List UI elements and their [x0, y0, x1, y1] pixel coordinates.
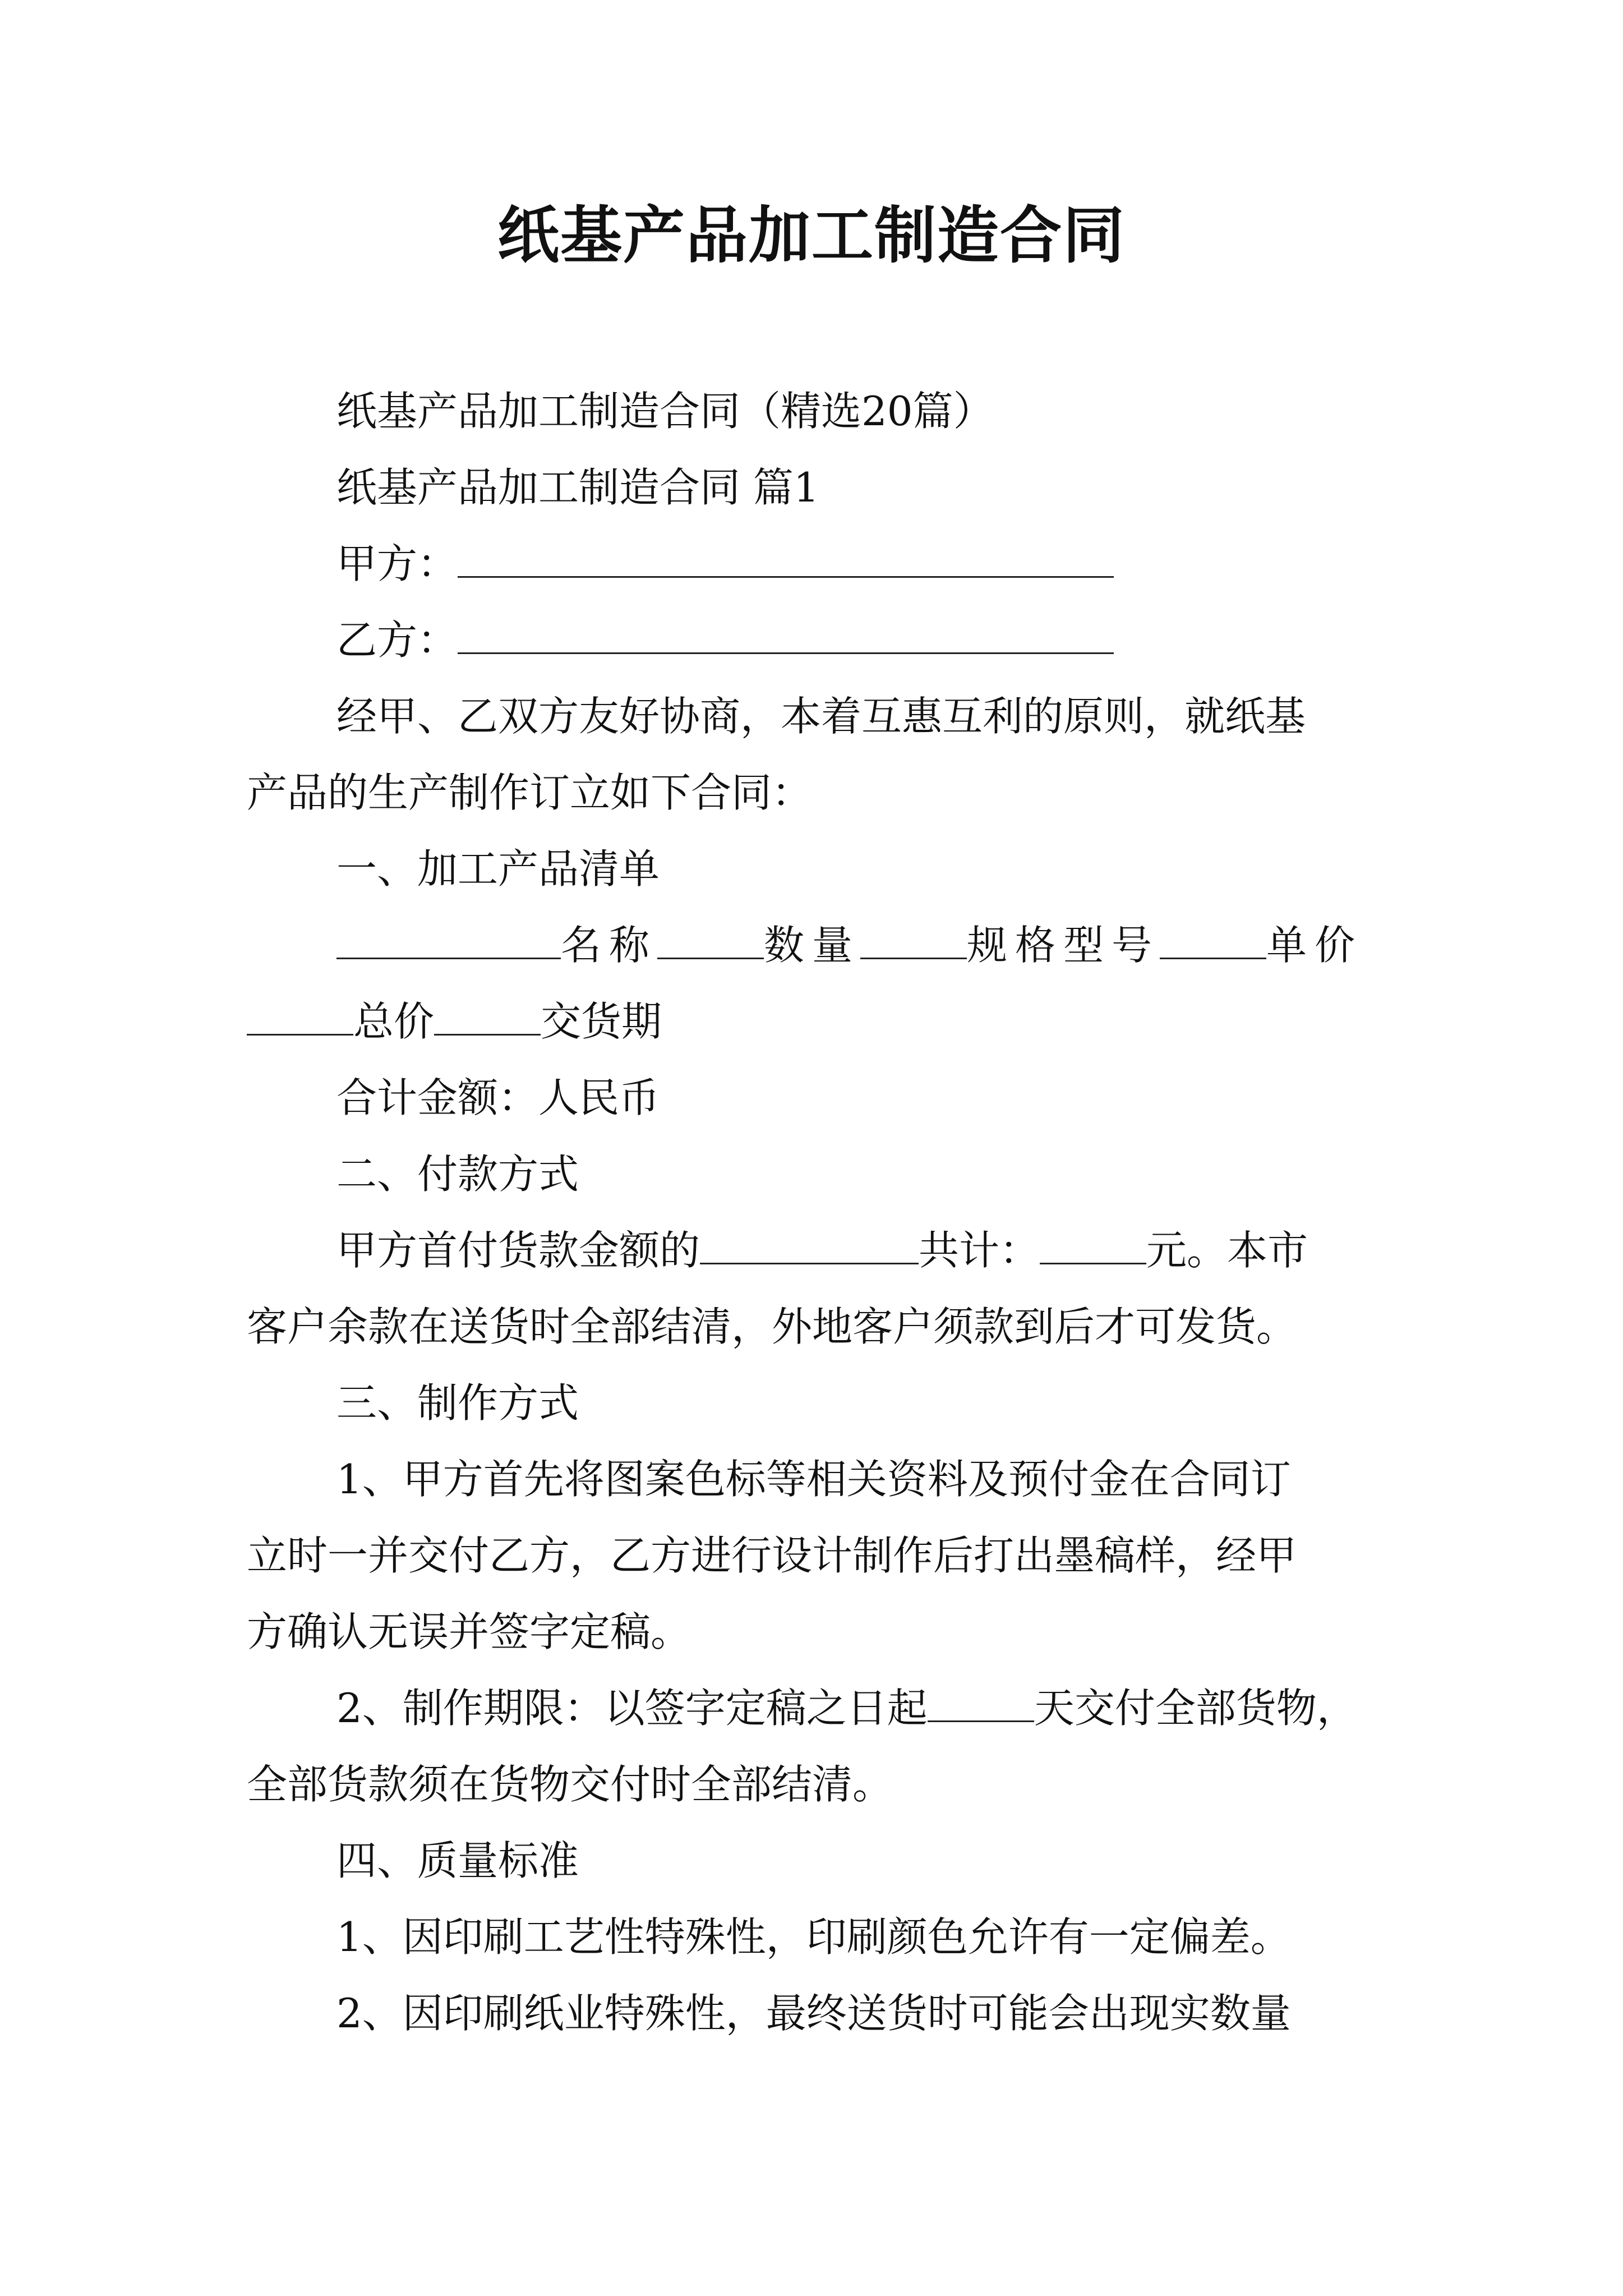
paragraph-line: 经甲、乙双方友好协商，本着互惠互利的原则，就纸基 — [336, 693, 1306, 740]
paragraph-line: 方确认无误并签字定稿。 — [247, 1608, 691, 1655]
subtitle: 纸基产品加工制造合同（精选20篇） — [336, 388, 994, 435]
paragraph-line: 产品的生产制作订立如下合同： — [247, 769, 813, 816]
total-amount-line: 合计金额：人民币 — [336, 1074, 660, 1121]
party-b-blank — [458, 618, 1114, 654]
product-list-line — [336, 920, 1363, 970]
text-segment: 共计： — [919, 1227, 1040, 1274]
text-segment: 甲方首付货款金额的 — [336, 1227, 700, 1274]
fill-blank — [700, 1228, 919, 1264]
party-a-blank — [458, 541, 1114, 578]
section-heading: 三、制作方式 — [336, 1379, 579, 1427]
fill-blank — [928, 1686, 1034, 1722]
text-segment: 天交付全部货物， — [1034, 1685, 1357, 1732]
deadline-line — [336, 1683, 1357, 1733]
section-heading: 一、加工产品清单 — [336, 845, 660, 892]
party-a-line — [336, 539, 1114, 589]
field-label: 单价 — [1266, 922, 1363, 969]
paragraph-line: 1、因印刷工艺性特殊性，印刷颜色允许有一定偏差。 — [336, 1913, 1291, 1961]
party-b-line — [336, 615, 1114, 665]
party-a-label: 甲方： — [336, 540, 458, 587]
section-heading: 二、付款方式 — [336, 1151, 579, 1198]
fill-blank — [1040, 1228, 1146, 1264]
text-segment: 元。本市 — [1146, 1227, 1308, 1274]
text-segment: 2、制作期限：以签字定稿之日起 — [336, 1685, 928, 1732]
fill-blank — [247, 999, 353, 1036]
section-heading: 四、质量标准 — [336, 1837, 579, 1884]
paragraph-line: 立时一并交付乙方，乙方进行设计制作后打出墨稿样，经甲 — [247, 1532, 1297, 1579]
product-list-line — [247, 996, 662, 1047]
paragraph-line: 1、甲方首先将图案色标等相关资料及预付金在合同订 — [336, 1456, 1291, 1503]
fill-blank — [434, 999, 541, 1036]
fill-blank — [860, 923, 967, 959]
paragraph-line: 客户余款在送货时全部结清，外地客户须款到后才可发货。 — [247, 1303, 1297, 1350]
fill-blank — [1160, 923, 1266, 959]
fill-blank — [336, 923, 561, 959]
payment-line — [336, 1225, 1308, 1276]
party-b-label: 乙方： — [336, 616, 458, 664]
document-title: 纸基产品加工制造合同 — [497, 199, 1126, 272]
field-label: 数量 — [764, 922, 861, 969]
fill-blank — [657, 923, 764, 959]
field-label: 总价 — [353, 998, 435, 1045]
section-heading: 纸基产品加工制造合同 篇1 — [336, 464, 819, 511]
paragraph-line: 2、因印刷纸业特殊性，最终送货时可能会出现实数量 — [336, 1990, 1291, 2037]
field-label: 名称 — [561, 922, 658, 969]
field-label: 交货期 — [541, 998, 662, 1045]
field-label: 规格型号 — [967, 922, 1160, 969]
paragraph-line: 全部货款须在货物交付时全部结清。 — [247, 1761, 893, 1808]
